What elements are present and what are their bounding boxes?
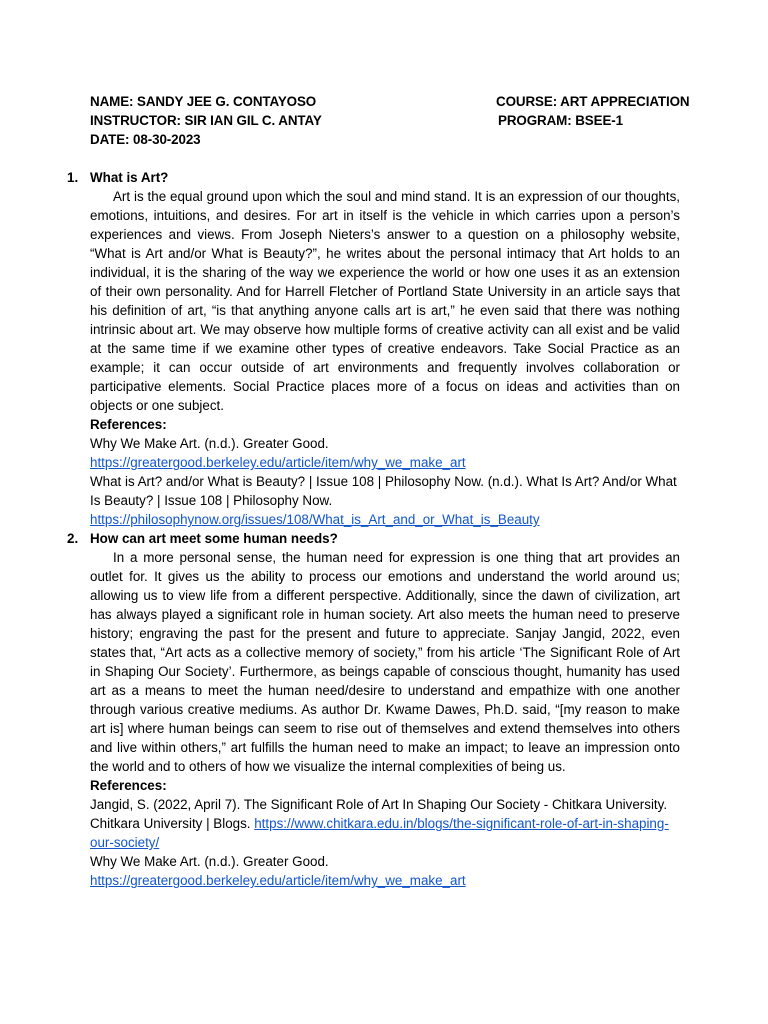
reference-link[interactable]: https://www.chitkara.edu.in/blogs/the-significant-role-of-art-in-shaping-our-society/ [90, 816, 669, 850]
document-body [67, 168, 680, 890]
references-heading: References: [90, 778, 167, 793]
reference-entry [90, 472, 680, 529]
program-line: PROGRAM: BSEE-1 [498, 113, 623, 128]
reference-link[interactable]: https://greatergood.berkeley.edu/article/item/why_we_make_art [90, 455, 466, 470]
question-text: How can art meet some human needs? [90, 531, 338, 546]
answer-paragraph: Art is the equal ground upon which the soul and mind stand. It is an expression of our thoughts, emotions, intuitions, and desires. For art in itself is the vehicle in which carries upon a person’s experiences and views. From Joseph Nieters’s answer to a question on a philosophy website, “What is Art and/or What is Beauty?”, he writes about the personal intimacy that Art holds to an individual, it is the sharing of the way we experience the world or how one uses it as an extension of their own personality. And for Harrell Fletcher of Portland State University in an article says that his definition of art, “is that anything anyone calls art is art,” he even said that there was nothing intrinsic about art. We may observe how multiple forms of creative activity can all exist and be valid at the same time if we examine other types of creative endeavors. Take Social Practice as an example; it can occur outside of art environments and frequently involves collaboration or participative elements. Social Practice places more of a focus on ideas and activities than on objects or one subject. [90, 189, 680, 413]
instructor-name: INSTRUCTOR: SIR IAN GIL C. ANTAY [90, 113, 322, 128]
references-heading: References: [90, 417, 167, 432]
reference-link[interactable]: https://greatergood.berkeley.edu/article/item/why_we_make_art [90, 873, 466, 888]
question-number: 1. [67, 170, 79, 185]
date-line: DATE: 08-30-2023 [90, 132, 201, 147]
reference-text: What is Art? and/or What is Beauty? | Issue 108 | Philosophy Now. (n.d.). What Is Art? And/or What Is Beauty? | Issue 108 | Philosophy Now. [90, 474, 677, 508]
reference-link[interactable]: https://philosophynow.org/issues/108/What_is_Art_and_or_What_is_Beauty [90, 512, 540, 527]
question-heading [67, 168, 680, 187]
reference-text: Why We Make Art. (n.d.). Greater Good. [90, 436, 329, 451]
reference-text: Jangid, S. (2022, April 7). The Significant Role of Art In Shaping Our Society - Chitkara University. Chitkara University | Blogs. [90, 797, 668, 831]
course-line: COURSE: ART APPRECIATION [496, 94, 690, 109]
question-number: 2. [67, 531, 79, 546]
reference-entry [90, 795, 680, 852]
student-name: NAME: SANDY JEE G. CONTAYOSO [90, 94, 317, 109]
answer-paragraph: In a more personal sense, the human need for expression is one thing that art provides an outlet for. It gives us the ability to process our emotions and understand the world around us; allowing us to view life from a different perspective. Additionally, since the dawn of civilization, art has always played a significant role in human society. Art also meets the human need to preserve history; engraving the past for the present and future to appreciate. Sanjay Jangid, 2022, even states that, “Art acts as a collective memory of society,” from his article ‘The Significant Role of Art in Shaping Our Society’. Furthermore, as beings capable of conscious thought, humanity has used art as a means to meet the human need/desire to understand and empathize with one another through various creative mediums. As author Dr. Kwame Dawes, Ph.D. said, “[my reason to make art is] where human beings can seem to rise out of themselves and extend themselves into others and live within others,” art fulfills the human need to make an impact; to leave an impression onto the world and to others of how we visualize the internal complexities of being us. [90, 550, 680, 774]
reference-entry [90, 852, 680, 890]
reference-text: Why We Make Art. (n.d.). Greater Good. [90, 854, 329, 869]
question-text: What is Art? [90, 170, 169, 185]
question-heading [67, 529, 680, 548]
reference-entry [90, 434, 680, 472]
